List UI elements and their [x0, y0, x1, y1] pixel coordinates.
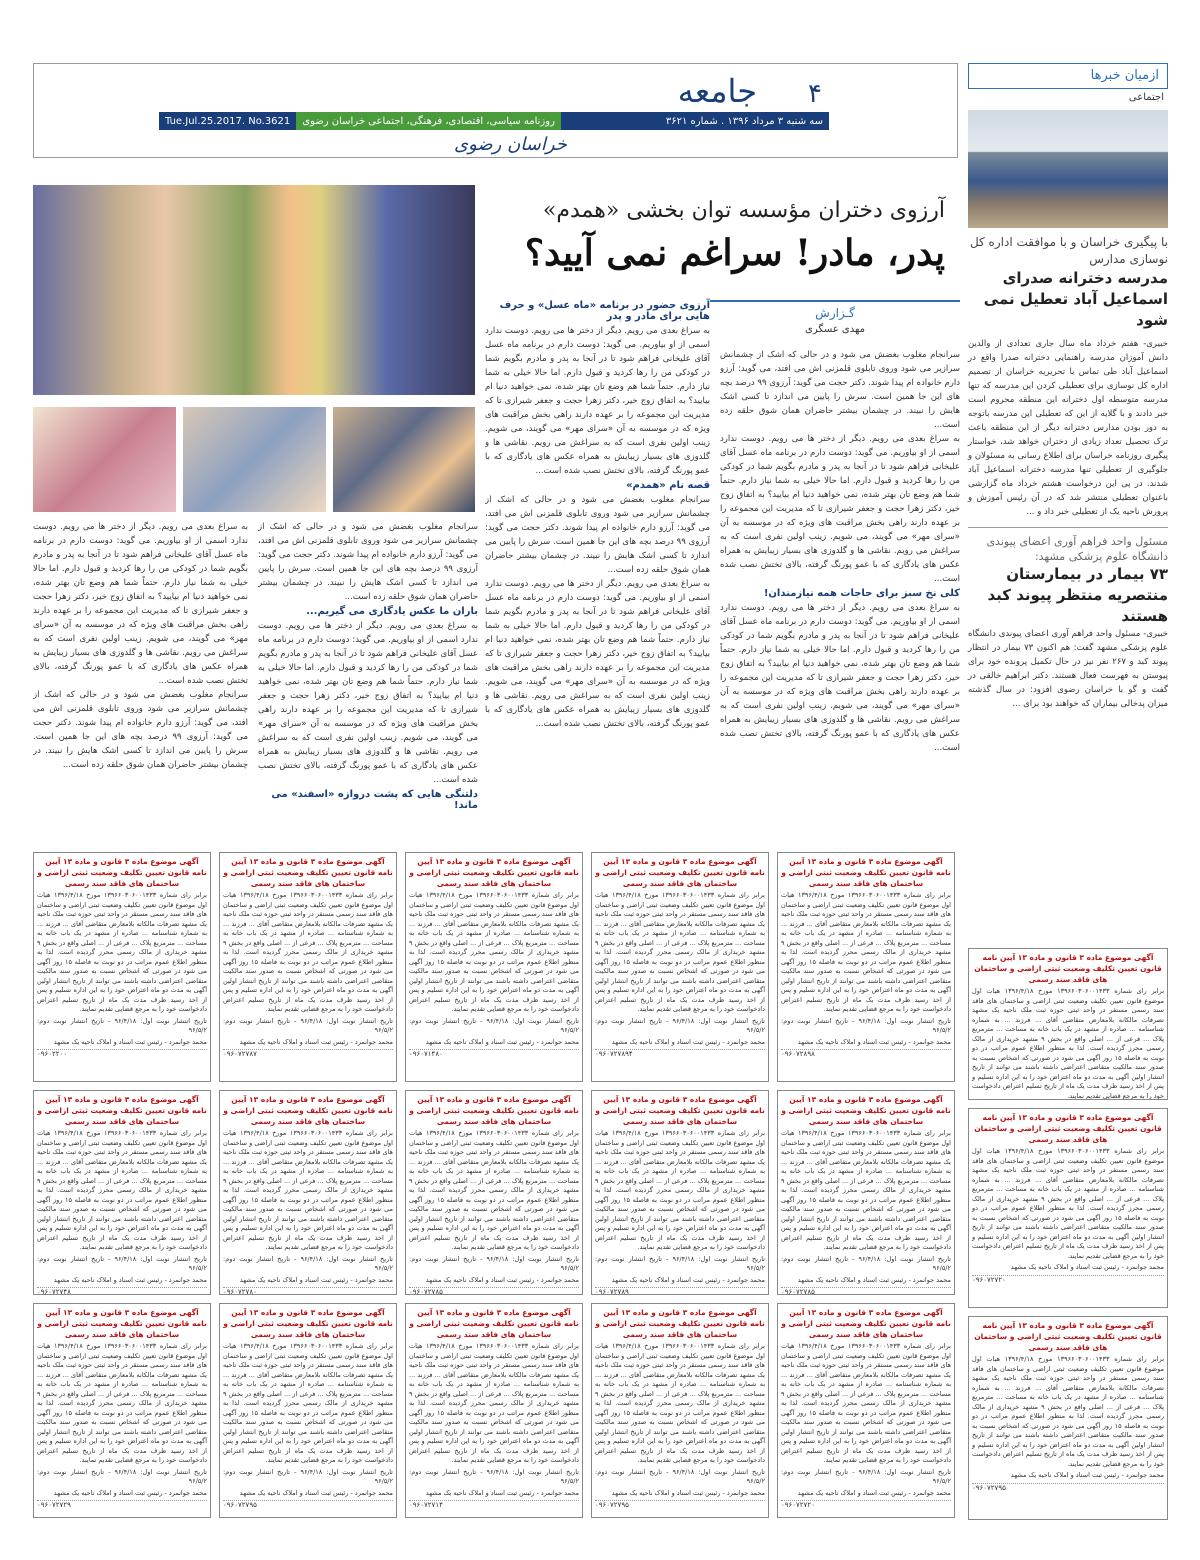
- legal-ad: [219, 1303, 397, 1518]
- subhead: آرزوی حضور در برنامه «ماه عسل» و حرف هایی برای مادر و پدر: [499, 300, 710, 322]
- legal-ad: [219, 1090, 397, 1295]
- ad-body: برابر رای شماره ۱۳۹۶۶۰۳۰۶۰۰۱۴۳۳ مورخ ۱۳۹۶/۴/۱۸ هیات اول موضوع قانون تعیین تکلیف وضعیت ثبتی اراضی و ساختمان های فاقد سند رسمی مستقر در واحد ثبتی حوزه ثبت ملک ناحیه یک مشهد تصرفات مالکانه بلامعارض متقاضی آقای ... فرزند ... به شماره شناسنامه ... صادره از مشهد در یک باب خانه به مساحت ... مترمربع پلاک ... فرعی از ... اصلی واقع در بخش ۹ مشهد خریداری از مالک رسمی محرز گردیده است. لذا به منظور اطلاع عموم مراتب در دو نوبت به فاصله ۱۵ روز آگهی می شود در صورتی که اشخاص نسبت به صدور سند مالکیت متقاضی اعتراضی داشته باشند می توانند از تاریخ انتشار اولین آگهی به مدت دو ماه اعتراض خود را به این اداره تسلیم و پس از اخذ رسید ظرف مدت یک ماه از تاریخ تسلیم اعتراض دادخواست خود را به مرجع قضایی تقدیم نمایند.: [37, 1342, 207, 1464]
- ad-code: ۰۹۶۰۷۲۷۹۵: [223, 1500, 393, 1509]
- ad-dates: تاریخ انتشار نوبت اول: ۹۶/۴/۱۸ - تاریخ انتشار نوبت دوم: ۹۶/۵/۲: [409, 1254, 579, 1272]
- article-text: به سراغ بعدی می رویم. دیگر از دختر ها می رویم. دوست ندارد اسمی از او بیاوریم. می گوید: دوست دارم در برنامه ماه عسل آقای علیخانی فراهم شود تا در آنجا به پدر و مادرم بگویم شما در کودکی من را رها کردید و قبول دارم. اما حالا خیلی به شما نیاز دارم. حتماً شما هم وضع تان بهتر شده، نمی خواهید دنیا ام بیایید؟ به اتفاق زوج خیر، دکتر زهرا حجت و جعفر شیرازی تا که مدیریت این مجموعه را بر عهده دارند راهی بخش مراقبت های ویژه که در موسسه به آن «سرای مهر» می گویند، می شویم. زینب اولین نفری است که به سراغش می رویم. نقاشی ها و گلدوزی های بسیار زیبایش به همراه عکس های یادگاری که با عمو پورنگ گرفته، بالای تختش نصب شده است...: [33, 522, 248, 686]
- ad-signer: محمد جوانمرد - رئیس ثبت اسناد و املاک ناحیه یک مشهد: [53, 1037, 207, 1046]
- legal-ad: [777, 1303, 955, 1518]
- page-header: [33, 63, 958, 158]
- ad-signer: محمد جوانمرد - رئیس ثبت اسناد و املاک ناحیه یک مشهد: [425, 1488, 579, 1497]
- legal-ad: [219, 852, 397, 1082]
- ad-body: برابر رای شماره ۱۳۹۶۶۰۳۰۶۰۰۱۴۳۳ مورخ ۱۳۹۶/۴/۱۸ هیات اول موضوع قانون تعیین تکلیف وضعیت ثبتی اراضی و ساختمان های فاقد سند رسمی مستقر در واحد ثبتی حوزه ثبت ملک ناحیه یک مشهد تصرفات مالکانه بلامعارض متقاضی آقای ... فرزند ... به شماره شناسنامه ... صادره از مشهد در یک باب خانه به مساحت ... مترمربع پلاک ... فرعی از ... اصلی واقع در بخش ۹ مشهد خریداری از مالک رسمی محرز گردیده است. لذا به منظور اطلاع عموم مراتب در دو نوبت به فاصله ۱۵ روز آگهی می شود در صورتی که اشخاص نسبت به صدور سند مالکیت متقاضی اعتراضی داشته باشند می توانند از تاریخ انتشار اولین آگهی به مدت دو ماه اعتراض خود را به این اداره تسلیم و پس از اخذ رسید ظرف مدت یک ماه از تاریخ تسلیم اعتراض دادخواست خود را به مرجع قضایی تقدیم نمایند.: [595, 1129, 765, 1251]
- ad-code: ۰۹۶۰۷۲۷۲۰: [781, 1500, 951, 1509]
- legal-ad: [405, 1090, 583, 1295]
- ad-heading: آگهی موضوع ماده ۳ قانون و ماده ۱۳ آیین نامه قانون تعیین تکلیف وضعیت ثبتی اراضی و ساختمان های فاقد سند رسمی: [409, 1095, 579, 1126]
- ad-heading: آگهی موضوع ماده ۳ قانون و ماده ۱۳ آیین نامه قانون تعیین تکلیف وضعیت ثبتی اراضی و ساختمان های فاقد سند رسمی: [223, 857, 393, 888]
- thumb-photo: [33, 407, 176, 512]
- legal-ad: [968, 948, 1168, 1100]
- ad-body: برابر رای شماره ۱۳۹۶۶۰۳۰۶۰۰۱۴۳۳ مورخ ۱۳۹۶/۴/۱۸ هیات اول موضوع قانون تعیین تکلیف وضعیت ثبتی اراضی و ساختمان های فاقد سند رسمی مستقر در واحد ثبتی حوزه ثبت ملک ناحیه یک مشهد تصرفات مالکانه بلامعارض متقاضی آقای ... فرزند ... به شماره شناسنامه ... صادره از مشهد در یک باب خانه به مساحت ... مترمربع پلاک ... فرعی از ... اصلی واقع در بخش ۹ مشهد خریداری از مالک رسمی محرز گردیده است. لذا به منظور اطلاع عموم مراتب در دو نوبت به فاصله ۱۵ روز آگهی می شود در صورتی که اشخاص نسبت به صدور سند مالکیت متقاضی اعتراضی داشته باشند می توانند از تاریخ انتشار اولین آگهی به مدت دو ماه اعتراض خود را به این اداره تسلیم و پس از اخذ رسید ظرف مدت یک ماه از تاریخ تسلیم اعتراض دادخواست خود را به مرجع قضایی تقدیم نمایند.: [37, 891, 207, 1013]
- ad-body: برابر رای شماره ۱۳۹۶۶۰۳۰۶۰۰۱۴۳۳ مورخ ۱۳۹۶/۴/۱۸ هیات اول موضوع قانون تعیین تکلیف وضعیت ثبتی اراضی و ساختمان های فاقد سند رسمی مستقر در واحد ثبتی حوزه ثبت ملک ناحیه یک مشهد تصرفات مالکانه بلامعارض متقاضی آقای ... فرزند ... به شماره شناسنامه ... صادره از مشهد در یک باب خانه به مساحت ... مترمربع پلاک ... فرعی از ... اصلی واقع در بخش ۹ مشهد خریداری از مالک رسمی محرز گردیده است. لذا به منظور اطلاع عموم مراتب در دو نوبت به فاصله ۱۵ روز آگهی می شود در صورتی که اشخاص نسبت به صدور سند مالکیت متقاضی اعتراضی داشته باشند می توانند از تاریخ انتشار اولین آگهی به مدت دو ماه اعتراض خود را به این اداره تسلیم و پس از اخذ رسید ظرف مدت یک ماه از تاریخ تسلیم اعتراض دادخواست خود را به مرجع قضایی تقدیم نمایند.: [781, 1342, 951, 1464]
- subhead: دلتنگی هایی که پشت دروازه «اسفند» می ماند!: [271, 789, 478, 811]
- page-number: ۴: [808, 79, 822, 109]
- ad-heading: آگهی موضوع ماده ۳ قانون و ماده ۱۳ آیین نامه قانون تعیین تکلیف وضعیت ثبتی اراضی و ساختمان های فاقد سند رسمی: [409, 857, 579, 888]
- article-kicker: آرزوی دختران مؤسسه توان بخشی «همدم»: [542, 198, 945, 223]
- news1-title: مدرسه دخترانه صدرای اسماعیل آباد تعطیل نمی شود: [983, 268, 1168, 329]
- article-text: سرانجام مغلوب بغضش می شود و در حالی که اشک از چشمانش سرازیر می شود وروی تابلوی قلمزنی اش می افتد، می گوید: آرزو دارم خانواده ام پیدا شوند. دکتر حجت می گوید: آرزوی ۹۹ درصد بچه های این جا همین است. سرش را پایین می اندازد تا کسی اشک هایش را نبیند. در چشمان بیشتر حاضران همان شوق حلقه زده است...: [485, 495, 710, 575]
- ad-signer: محمد جوانمرد - رئیس ثبت اسناد و املاک ناحیه یک مشهد: [239, 1037, 393, 1046]
- ad-body: برابر رای شماره ۱۳۹۶۶۰۳۰۶۰۰۱۴۳۳ مورخ ۱۳۹۶/۴/۱۸ هیات اول موضوع قانون تعیین تکلیف وضعیت ثبتی اراضی و ساختمان های فاقد سند رسمی مستقر در واحد ثبتی حوزه ثبت ملک ناحیه یک مشهد تصرفات مالکانه بلامعارض متقاضی آقای ... فرزند ... به شماره شناسنامه ... صادره از مشهد در یک باب خانه به مساحت ... مترمربع پلاک ... فرعی از ... اصلی واقع در بخش ۹ مشهد خریداری از مالک رسمی محرز گردیده است. لذا به منظور اطلاع عموم مراتب در دو نوبت به فاصله ۱۵ روز آگهی می شود در صورتی که اشخاص نسبت به صدور سند مالکیت متقاضی اعتراضی داشته باشند می توانند از تاریخ انتشار اولین آگهی به مدت دو ماه اعتراض خود را به این اداره تسلیم و پس از اخذ رسید ظرف مدت یک ماه از تاریخ تسلیم اعتراض دادخواست خود را به مرجع قضایی تقدیم نمایند.: [595, 1342, 765, 1464]
- ad-dates: تاریخ انتشار نوبت اول: ۹۶/۴/۱۸ - تاریخ انتشار نوبت دوم: ۹۶/۵/۲: [781, 1254, 951, 1272]
- sidebar: [968, 63, 1168, 711]
- article-text: به سراغ بعدی می رویم. دیگر از دختر ها می رویم. دوست ندارد اسمی از او بیاوریم. می گوید: دوست دارم در برنامه ماه عسل آقای علیخانی فراهم شود تا در آنجا به پدر و مادرم بگویم شما در کودکی من را رها کردید و قبول دارم. اما حالا خیلی به شما نیاز دارم. حتماً شما هم وضع تان بهتر شده، نمی خواهید دنیا ام بیایید؟ به اتفاق زوج خیر، دکتر زهرا حجت و جعفر شیرازی تا که مدیریت این مجموعه را بر عهده دارند راهی بخش مراقبت های ویژه که در موسسه به آن «سرای مهر» می گویند، می شویم. زینب اولین نفری است که به سراغش می رویم. نقاشی ها و گلدوزی های بسیار زیبایش به همراه عکس های یادگاری که با عمو پورنگ گرفته، بالای تختش نصب شده است...: [485, 326, 710, 476]
- ad-code: ۰۹۶۰۷۱۴۸۰: [409, 1049, 579, 1058]
- ad-code: ۰۹۶۰۷۲۷۸۵: [409, 1287, 579, 1295]
- report-label: گـزارش: [815, 306, 855, 320]
- ad-heading: آگهی موضوع ماده ۳ قانون و ماده ۱۳ آیین نامه قانون تعیین تکلیف وضعیت ثبتی اراضی و ساختمان های فاقد سند رسمی: [974, 953, 1162, 984]
- article-col-4: [33, 520, 248, 848]
- ad-heading: آگهی موضوع ماده ۳ قانون و ماده ۱۳ آیین نامه قانون تعیین تکلیف وضعیت ثبتی اراضی و ساختمان های فاقد سند رسمی: [409, 1308, 579, 1339]
- date-en: Tue.Jul.25.2017. No.3621: [165, 115, 291, 127]
- article-intro: سرانجام مغلوب بغضش می شود و در حالی که اشک از چشمانش سرازیر می شود وروی تابلوی قلمزنی اش می افتد، می گوید: آرزو دارم خانواده ام پیدا شوند. دکتر حجت می گوید: آرزوی ۹۹ درصد بچه های این جا همین است. سرش را پایین می اندازد تا کسی اشک هایش را نبیند. در چشمان بیشتر حاضران همان شوق حلقه زده است...: [720, 350, 960, 430]
- ad-code: ۰۹۶۰۷۲۷۸۹: [595, 1287, 765, 1295]
- ad-heading: آگهی موضوع ماده ۳ قانون و ماده ۱۳ آیین نامه قانون تعیین تکلیف وضعیت ثبتی اراضی و ساختمان های فاقد سند رسمی: [974, 1321, 1162, 1352]
- ad-dates: تاریخ انتشار نوبت اول: ۹۶/۴/۱۸ - تاریخ انتشار نوبت دوم: ۹۶/۵/۲: [37, 1467, 207, 1485]
- article-text: به سراغ بعدی می رویم. دیگر از دختر ها می رویم. دوست ندارد اسمی از او بیاوریم. می گوید: دوست دارم در برنامه ماه عسل آقای علیخانی فراهم شود تا در آنجا به پدر و مادرم بگویم شما در کودکی من را رها کردید و قبول دارم. اما حالا خیلی به شما نیاز دارم. حتماً شما هم وضع تان بهتر شده، نمی خواهید دنیا ام بیایید؟ به اتفاق زوج خیر، دکتر زهرا حجت و جعفر شیرازی تا که مدیریت این مجموعه را بر عهده دارند راهی بخش مراقبت های ویژه که در موسسه به آن «سرای مهر» می گویند، می شویم. زینب اولین نفری است که به سراغش می رویم. نقاشی ها و گلدوزی های بسیار زیبایش به همراه عکس های یادگاری که با عمو پورنگ گرفته، بالای تختش نصب شده است...: [720, 603, 960, 753]
- ad-code: ۰۹۶۰۷۲۷۲۰: [972, 1275, 1164, 1284]
- ad-code: ۰۹۶۰۷۲۷۸۰: [223, 1287, 393, 1295]
- ad-signer: محمد جوانمرد - رئیس ثبت اسناد و املاک ناحیه یک مشهد: [611, 1488, 765, 1497]
- ad-body: برابر رای شماره ۱۳۹۶۶۰۳۰۶۰۰۱۴۳۳ مورخ ۱۳۹۶/۴/۱۸ هیات اول موضوع قانون تعیین تکلیف وضعیت ثبتی اراضی و ساختمان های فاقد سند رسمی مستقر در واحد ثبتی حوزه ثبت ملک ناحیه یک مشهد تصرفات مالکانه بلامعارض متقاضی آقای ... فرزند ... به شماره شناسنامه ... صادره از مشهد در یک باب خانه به مساحت ... مترمربع پلاک ... فرعی از ... اصلی واقع در بخش ۹ مشهد خریداری از مالک رسمی محرز گردیده است. لذا به منظور اطلاع عموم مراتب در دو نوبت به فاصله ۱۵ روز آگهی می شود در صورتی که اشخاص نسبت به صدور سند مالکیت متقاضی اعتراضی داشته باشند می توانند از تاریخ انتشار اولین آگهی به مدت دو ماه اعتراض خود را به این اداره تسلیم و پس از اخذ رسید ظرف مدت یک ماه از تاریخ تسلیم اعتراض دادخواست خود را به مرجع قضایی تقدیم نمایند.: [781, 1129, 951, 1251]
- author: مهدی عسگری: [805, 324, 865, 335]
- news2-body: خبیری- مسئول واحد فراهم آوری اعضای پیوندی دانشگاه علوم پزشکی مشهد گفت: هم اکنون ۷۳ بیمار در انتظار پیوند کبد و ۲۶۷ نفر نیز در حال تکمیل پرونده خود برای پیوستن به فهرست فعال هستند. دکتر ابراهیم خالقی در گفت و گو با خراسان رضوی افزود: در سال گذشته میزان پدخالی بیماران که خواهند بود برای ...: [968, 629, 1169, 710]
- school-photo: [968, 110, 1168, 228]
- ad-dates: تاریخ انتشار نوبت اول: ۹۶/۴/۱۸ - تاریخ انتشار نوبت دوم: ۹۶/۵/۲: [409, 1467, 579, 1485]
- legal-ad: [968, 1316, 1168, 1520]
- ad-body: برابر رای شماره ۱۳۹۶۶۰۳۰۶۰۰۱۴۳۳ مورخ ۱۳۹۶/۴/۱۸ هیات اول موضوع قانون تعیین تکلیف وضعیت ثبتی اراضی و ساختمان های فاقد سند رسمی مستقر در واحد ثبتی حوزه ثبت ملک ناحیه یک مشهد تصرفات مالکانه بلامعارض متقاضی آقای ... فرزند ... به شماره شناسنامه ... صادره از مشهد در یک باب خانه به مساحت ... مترمربع پلاک ... فرعی از ... اصلی واقع در بخش ۹ مشهد خریداری از مالک رسمی محرز گردیده است. لذا به منظور اطلاع عموم مراتب در دو نوبت به فاصله ۱۵ روز آگهی می شود در صورتی که اشخاص نسبت به صدور سند مالکیت متقاضی اعتراضی داشته باشند می توانند از تاریخ انتشار اولین آگهی به مدت دو ماه اعتراض خود را به این اداره تسلیم و پس از اخذ رسید ظرف مدت یک ماه از تاریخ تسلیم اعتراض دادخواست خود را به مرجع قضایی تقدیم نمایند.: [223, 1129, 393, 1251]
- subhead: کلی نخ سبز برای حاجات همه نیازمندان!: [763, 588, 960, 599]
- ad-heading: آگهی موضوع ماده ۳ قانون و ماده ۱۳ آیین نامه قانون تعیین تکلیف وضعیت ثبتی اراضی و ساختمان های فاقد سند رسمی: [781, 1095, 951, 1126]
- ad-body: برابر رای شماره ۱۳۹۶۶۰۳۰۶۰۰۱۴۳۳ مورخ ۱۳۹۶/۴/۱۸ هیات اول موضوع قانون تعیین تکلیف وضعیت ثبتی اراضی و ساختمان های فاقد سند رسمی مستقر در واحد ثبتی حوزه ثبت ملک ناحیه یک مشهد تصرفات مالکانه بلامعارض متقاضی آقای ... فرزند ... به شماره شناسنامه ... صادره از مشهد در یک باب خانه به مساحت ... مترمربع پلاک ... فرعی از ... اصلی واقع در بخش ۹ مشهد خریداری از مالک رسمی محرز گردیده است. لذا به منظور اطلاع عموم مراتب در دو نوبت به فاصله ۱۵ روز آگهی می شود در صورتی که اشخاص نسبت به صدور سند مالکیت متقاضی اعتراضی داشته باشند می توانند از تاریخ انتشار اولین آگهی به مدت دو ماه اعتراض خود را به این اداره تسلیم و پس از اخذ رسید ظرف مدت یک ماه از تاریخ تسلیم اعتراض دادخواست خود را به مرجع قضایی تقدیم نمایند.: [595, 891, 765, 1013]
- ad-body: برابر رای شماره ۱۳۹۶۶۰۳۰۶۰۰۱۴۳۳ مورخ ۱۳۹۶/۴/۱۸ هیات اول موضوع قانون تعیین تکلیف وضعیت ثبتی اراضی و ساختمان های فاقد سند رسمی مستقر در واحد ثبتی حوزه ثبت ملک ناحیه یک مشهد تصرفات مالکانه بلامعارض متقاضی آقای ... فرزند ... به شماره شناسنامه ... صادره از مشهد در یک باب خانه به مساحت ... مترمربع پلاک ... فرعی از ... اصلی واقع در بخش ۹ مشهد خریداری از مالک رسمی محرز گردیده است. لذا به منظور اطلاع عموم مراتب در دو نوبت به فاصله ۱۵ روز آگهی می شود در صورتی که اشخاص نسبت به صدور سند مالکیت متقاضی اعتراضی داشته باشند می توانند از تاریخ انتشار اولین آگهی به مدت دو ماه اعتراض خود را به این اداره تسلیم و پس از اخذ رسید ظرف مدت یک ماه از تاریخ تسلیم اعتراض دادخواست خود را به مرجع قضایی تقدیم نمایند.: [409, 1129, 579, 1251]
- ad-signer: محمد جوانمرد - رئیس ثبت اسناد و املاک ناحیه یک مشهد: [1010, 1263, 1164, 1271]
- news1-body: خبیری- هفتم خرداد ماه سال جاری تعدادی از والدین دانش آموزان مدرسه راهنمایی دخترانه صدرا واقع در اسماعیل آباد طی تماس با تحریریه خراسان از تصمیم اداره کل نوسازی برای تعطیلی کردن این مدرسه که تنها مدرسه متوسطه اول دخترانه این منطقه محروم است خبر دادند و با گلایه از این که تعطیلی این مدرسه باتوجه به دور بودن مدارس دخترانه دیگر از این منطقه باعث ترک تحصیل تعداد زیادی از دختران خواهد شد، خواستار پیگیری روزنامه خراسان برای اطلاع رسانی به مسئولان و جلوگیری از تعطیلی تنها مدرسه دخترانه اسماعیل آباد شدند. در پی این درخواست هشتم خرداد ماه گزارشی باعنوان تعطیلی منتشر شد که در آن رئیس آموزش و پرورش ناحیه یک از تعطیلی خبر داد و ...: [968, 338, 1168, 517]
- article-text: سرانجام مغلوب بغضش می شود و در حالی که اشک از چشمانش سرازیر می شود وروی تابلوی قلمزنی اش می افتد، می گوید: آرزو دارم خانواده ام پیدا شوند. دکتر حجت می گوید: آرزوی ۹۹ درصد بچه های این جا همین است. سرش را پایین می اندازد تا کسی اشک هایش را نبیند. در چشمان بیشتر حاضران همان شوق حلقه زده است...: [33, 690, 248, 770]
- ad-dates: تاریخ انتشار نوبت اول: ۹۶/۴/۱۸ - تاریخ انتشار نوبت دوم: ۹۶/۵/۲: [595, 1254, 765, 1272]
- legal-ad: [33, 1303, 211, 1518]
- ad-heading: آگهی موضوع ماده ۳ قانون و ماده ۱۳ آیین نامه قانون تعیین تکلیف وضعیت ثبتی اراضی و ساختمان های فاقد سند رسمی: [781, 857, 951, 888]
- ad-dates: تاریخ انتشار نوبت اول: ۹۶/۴/۱۸ - تاریخ انتشار نوبت دوم: ۹۶/۵/۲: [595, 1016, 765, 1034]
- ad-signer: محمد جوانمرد - رئیس ثبت اسناد و املاک ناحیه یک مشهد: [425, 1037, 579, 1046]
- legal-ad: [33, 852, 211, 1082]
- ad-heading: آگهی موضوع ماده ۳ قانون و ماده ۱۳ آیین نامه قانون تعیین تکلیف وضعیت ثبتی اراضی و ساختمان های فاقد سند رسمی: [974, 1113, 1162, 1144]
- article-col-3: [258, 520, 478, 848]
- ad-dates: تاریخ انتشار نوبت اول: ۹۶/۴/۱۸ - تاریخ انتشار نوبت دوم: ۹۶/۵/۲: [223, 1254, 393, 1272]
- sidebar-tag: ازمیان خبرها: [968, 63, 1168, 89]
- thumb-photo: [183, 407, 326, 512]
- ad-body: برابر رای شماره ۱۳۹۶۶۰۳۰۶۰۰۱۴۳۳ مورخ ۱۳۹۶/۴/۱۸ هیات اول موضوع قانون تعیین تکلیف وضعیت ثبتی اراضی و ساختمان های فاقد سند رسمی مستقر در واحد ثبتی حوزه ثبت ملک ناحیه یک مشهد تصرفات مالکانه بلامعارض متقاضی آقای ... فرزند ... به شماره شناسنامه ... صادره از مشهد در یک باب خانه به مساحت ... مترمربع پلاک ... فرعی از ... اصلی واقع در بخش ۹ مشهد خریداری از مالک رسمی محرز گردیده است. لذا به منظور اطلاع عموم مراتب در دو نوبت به فاصله ۱۵ روز آگهی می شود در صورتی که اشخاص نسبت به صدور سند مالکیت متقاضی اعتراضی داشته باشند می توانند از تاریخ انتشار اولین آگهی به مدت دو ماه اعتراض خود را به این اداره تسلیم و پس از اخذ رسید ظرف مدت یک ماه از تاریخ تسلیم اعتراض دادخواست خود را به مرجع قضایی تقدیم نمایند.: [972, 1147, 1165, 1260]
- article-text: به سراغ بعدی می رویم. دیگر از دختر ها می رویم. دوست ندارد اسمی از او بیاوریم. می گوید: دوست دارم در برنامه ماه عسل آقای علیخانی فراهم شود تا در آنجا به پدر و مادرم بگویم شما در کودکی من را رها کردید و قبول دارم. اما حالا خیلی به شما نیاز دارم. حتماً شما هم وضع تان بهتر شده، نمی خواهید دنیا ام بیایید؟ به اتفاق زوج خیر، دکتر زهرا حجت و جعفر شیرازی تا که مدیریت این مجموعه را بر عهده دارند راهی بخش مراقبت های ویژه که در موسسه به آن «سرای مهر» می گویند، می شویم. زینب اولین نفری است که به سراغش می رویم. نقاشی ها و گلدوزی های بسیار زیبایش به همراه عکس های یادگاری که با عمو پورنگ گرفته، بالای تختش نصب شده است...: [258, 621, 478, 785]
- ad-heading: آگهی موضوع ماده ۳ قانون و ماده ۱۳ آیین نامه قانون تعیین تکلیف وضعیت ثبتی اراضی و ساختمان های فاقد سند رسمی: [223, 1308, 393, 1339]
- sidebar-subtag: اجتماعی: [1128, 92, 1164, 103]
- ad-body: برابر رای شماره ۱۳۹۶۶۰۳۰۶۰۰۱۴۳۳ مورخ ۱۳۹۶/۴/۱۸ هیات اول موضوع قانون تعیین تکلیف وضعیت ثبتی اراضی و ساختمان های فاقد سند رسمی مستقر در واحد ثبتی حوزه ثبت ملک ناحیه یک مشهد تصرفات مالکانه بلامعارض متقاضی آقای ... فرزند ... به شماره شناسنامه ... صادره از مشهد در یک باب خانه به مساحت ... مترمربع پلاک ... فرعی از ... اصلی واقع در بخش ۹ مشهد خریداری از مالک رسمی محرز گردیده است. لذا به منظور اطلاع عموم مراتب در دو نوبت به فاصله ۱۵ روز آگهی می شود در صورتی که اشخاص نسبت به صدور سند مالکیت متقاضی اعتراضی داشته باشند می توانند از تاریخ انتشار اولین آگهی به مدت دو ماه اعتراض خود را به این اداره تسلیم و پس از اخذ رسید ظرف مدت یک ماه از تاریخ تسلیم اعتراض دادخواست خود را به مرجع قضایی تقدیم نمایند.: [972, 1355, 1165, 1468]
- ad-dates: تاریخ انتشار نوبت اول: ۹۶/۴/۱۸ - تاریخ انتشار نوبت دوم: ۹۶/۵/۲: [595, 1467, 765, 1485]
- ad-body: برابر رای شماره ۱۳۹۶۶۰۳۰۶۰۰۱۴۳۳ مورخ ۱۳۹۶/۴/۱۸ هیات اول موضوع قانون تعیین تکلیف وضعیت ثبتی اراضی و ساختمان های فاقد سند رسمی مستقر در واحد ثبتی حوزه ثبت ملک ناحیه یک مشهد تصرفات مالکانه بلامعارض متقاضی آقای ... فرزند ... به شماره شناسنامه ... صادره از مشهد در یک باب خانه به مساحت ... مترمربع پلاک ... فرعی از ... اصلی واقع در بخش ۹ مشهد خریداری از مالک رسمی محرز گردیده است. لذا به منظور اطلاع عموم مراتب در دو نوبت به فاصله ۱۵ روز آگهی می شود در صورتی که اشخاص نسبت به صدور سند مالکیت متقاضی اعتراضی داشته باشند می توانند از تاریخ انتشار اولین آگهی به مدت دو ماه اعتراض خود را به این اداره تسلیم و پس از اخذ رسید ظرف مدت یک ماه از تاریخ تسلیم اعتراض دادخواست خود را به مرجع قضایی تقدیم نمایند.: [223, 1342, 393, 1464]
- ad-code: ۰۹۶۰۲۲۰۰: [37, 1049, 207, 1058]
- news2-title: ۷۳ بیمار در بیمارستان منتصریه منتظر پیوند کبد هستند: [987, 565, 1168, 626]
- ad-code: ۰۹۶۰۷۲۷۴۸: [37, 1287, 207, 1295]
- report-byline: [710, 300, 960, 345]
- ad-heading: آگهی موضوع ماده ۳ قانون و ماده ۱۳ آیین نامه قانون تعیین تکلیف وضعیت ثبتی اراضی و ساختمان های فاقد سند رسمی: [595, 1308, 765, 1339]
- subhead: قصه نام «همدم»: [626, 480, 710, 491]
- subhead: باران ما عکس یادگاری می گیریم...: [306, 606, 478, 617]
- photo-strip: [33, 407, 475, 512]
- ad-code: ۰۹۶۰۷۲۷۹۵: [972, 1483, 1164, 1492]
- ad-heading: آگهی موضوع ماده ۳ قانون و ماده ۱۳ آیین نامه قانون تعیین تکلیف وضعیت ثبتی اراضی و ساختمان های فاقد سند رسمی: [37, 857, 207, 888]
- ad-code: ۰۹۶۰۷۲۸۹۸: [781, 1049, 951, 1058]
- ad-dates: تاریخ انتشار نوبت اول: ۹۶/۴/۱۸ - تاریخ انتشار نوبت دوم: ۹۶/۵/۲: [37, 1016, 207, 1034]
- date-issue: سه شنبه ۳ مرداد ۱۳۹۶ . شماره ۳۶۲۱: [665, 115, 823, 127]
- legal-ad: [591, 852, 769, 1082]
- ad-heading: آگهی موضوع ماده ۳ قانون و ماده ۱۳ آیین نامه قانون تعیین تکلیف وضعیت ثبتی اراضی و ساختمان های فاقد سند رسمی: [37, 1308, 207, 1339]
- paper-logo: خراسان رضوی: [454, 134, 567, 155]
- ad-signer: محمد جوانمرد - رئیس ثبت اسناد و املاک ناحیه یک مشهد: [425, 1275, 579, 1284]
- ad-body: برابر رای شماره ۱۳۹۶۶۰۳۰۶۰۰۱۴۳۳ مورخ ۱۳۹۶/۴/۱۸ هیات اول موضوع قانون تعیین تکلیف وضعیت ثبتی اراضی و ساختمان های فاقد سند رسمی مستقر در واحد ثبتی حوزه ثبت ملک ناحیه یک مشهد تصرفات مالکانه بلامعارض متقاضی آقای ... فرزند ... به شماره شناسنامه ... صادره از مشهد در یک باب خانه به مساحت ... مترمربع پلاک ... فرعی از ... اصلی واقع در بخش ۹ مشهد خریداری از مالک رسمی محرز گردیده است. لذا به منظور اطلاع عموم مراتب در دو نوبت به فاصله ۱۵ روز آگهی می شود در صورتی که اشخاص نسبت به صدور سند مالکیت متقاضی اعتراضی داشته باشند می توانند از تاریخ انتشار اولین آگهی به مدت دو ماه اعتراض خود را به این اداره تسلیم و پس از اخذ رسید ظرف مدت یک ماه از تاریخ تسلیم اعتراض دادخواست خود را به مرجع قضایی تقدیم نمایند.: [781, 891, 951, 1013]
- legal-ad: [405, 1303, 583, 1518]
- ad-dates: تاریخ انتشار نوبت اول: ۹۶/۴/۱۸ - تاریخ انتشار نوبت دوم: ۹۶/۵/۲: [409, 1016, 579, 1034]
- legal-ad: [777, 852, 955, 1082]
- legal-ad: [968, 1108, 1168, 1308]
- ad-heading: آگهی موضوع ماده ۳ قانون و ماده ۱۳ آیین نامه قانون تعیین تکلیف وضعیت ثبتی اراضی و ساختمان های فاقد سند رسمی: [223, 1095, 393, 1126]
- thumb-photo: [333, 407, 475, 512]
- news2-kicker: مسئول واحد فراهم آوری اعضای پیوندی دانشگاه علوم پزشکی مشهد:: [986, 534, 1168, 563]
- legal-ad: [405, 852, 583, 1082]
- ad-signer: محمد جوانمرد - رئیس ثبت اسناد و املاک ناحیه یک مشهد: [611, 1037, 765, 1046]
- ad-signer: محمد جوانمرد - رئیس ثبت اسناد و املاک ناحیه یک مشهد: [53, 1275, 207, 1284]
- ad-code: ۰۹۶۰۷۲۷۱۴: [409, 1500, 579, 1509]
- ad-signer: محمد جوانمرد - رئیس ثبت اسناد و املاک ناحیه یک مشهد: [1010, 1471, 1164, 1479]
- header-bar: [159, 112, 829, 130]
- ad-body: برابر رای شماره ۱۳۹۶۶۰۳۰۶۰۰۱۴۳۳ مورخ ۱۳۹۶/۴/۱۸ هیات اول موضوع قانون تعیین تکلیف وضعیت ثبتی اراضی و ساختمان های فاقد سند رسمی مستقر در واحد ثبتی حوزه ثبت ملک ناحیه یک مشهد تصرفات مالکانه بلامعارض متقاضی آقای ... فرزند ... به شماره شناسنامه ... صادره از مشهد در یک باب خانه به مساحت ... مترمربع پلاک ... فرعی از ... اصلی واقع در بخش ۹ مشهد خریداری از مالک رسمی محرز گردیده است. لذا به منظور اطلاع عموم مراتب در دو نوبت به فاصله ۱۵ روز آگهی می شود در صورتی که اشخاص نسبت به صدور سند مالکیت متقاضی اعتراضی داشته باشند می توانند از تاریخ انتشار اولین آگهی به مدت دو ماه اعتراض خود را به این اداره تسلیم و پس از اخذ رسید ظرف مدت یک ماه از تاریخ تسلیم اعتراض دادخواست خود را به مرجع قضایی تقدیم نمایند.: [37, 1129, 207, 1251]
- ad-body: برابر رای شماره ۱۳۹۶۶۰۳۰۶۰۰۱۴۳۳ مورخ ۱۳۹۶/۴/۱۸ هیات اول موضوع قانون تعیین تکلیف وضعیت ثبتی اراضی و ساختمان های فاقد سند رسمی مستقر در واحد ثبتی حوزه ثبت ملک ناحیه یک مشهد تصرفات مالکانه بلامعارض متقاضی آقای ... فرزند ... به شماره شناسنامه ... صادره از مشهد در یک باب خانه به مساحت ... مترمربع پلاک ... فرعی از ... اصلی واقع در بخش ۹ مشهد خریداری از مالک رسمی محرز گردیده است. لذا به منظور اطلاع عموم مراتب در دو نوبت به فاصله ۱۵ روز آگهی می شود در صورتی که اشخاص نسبت به صدور سند مالکیت متقاضی اعتراضی داشته باشند می توانند از تاریخ انتشار اولین آگهی به مدت دو ماه اعتراض خود را به این اداره تسلیم و پس از اخذ رسید ظرف مدت یک ماه از تاریخ تسلیم اعتراض دادخواست خود را به مرجع قضایی تقدیم نمایند.: [409, 1342, 579, 1464]
- ad-signer: محمد جوانمرد - رئیس ثبت اسناد و املاک ناحیه یک مشهد: [797, 1037, 951, 1046]
- article-col-2: [485, 298, 710, 848]
- ad-heading: آگهی موضوع ماده ۳ قانون و ماده ۱۳ آیین نامه قانون تعیین تکلیف وضعیت ثبتی اراضی و ساختمان های فاقد سند رسمی: [595, 1095, 765, 1126]
- ad-body: برابر رای شماره ۱۳۹۶۶۰۳۰۶۰۰۱۴۳۳ مورخ ۱۳۹۶/۴/۱۸ هیات اول موضوع قانون تعیین تکلیف وضعیت ثبتی اراضی و ساختمان های فاقد سند رسمی مستقر در واحد ثبتی حوزه ثبت ملک ناحیه یک مشهد تصرفات مالکانه بلامعارض متقاضی آقای ... فرزند ... به شماره شناسنامه ... صادره از مشهد در یک باب خانه به مساحت ... مترمربع پلاک ... فرعی از ... اصلی واقع در بخش ۹ مشهد خریداری از مالک رسمی محرز گردیده است. لذا به منظور اطلاع عموم مراتب در دو نوبت به فاصله ۱۵ روز آگهی می شود در صورتی که اشخاص نسبت به صدور سند مالکیت متقاضی اعتراضی داشته باشند می توانند از تاریخ انتشار اولین آگهی به مدت دو ماه اعتراض خود را به این اداره تسلیم و پس از اخذ رسید ظرف مدت یک ماه از تاریخ تسلیم اعتراض دادخواست خود را به مرجع قضایی تقدیم نمایند.: [409, 891, 579, 1013]
- legal-ads: [33, 852, 963, 1520]
- ad-code: ۰۹۶۰۷۲۷۲۹: [37, 1500, 207, 1509]
- article-text: سرانجام مغلوب بغضش می شود و در حالی که اشک از چشمانش سرازیر می شود وروی تابلوی قلمزنی اش می افتد، می گوید: آرزو دارم خانواده ام پیدا شوند. دکتر حجت می گوید: آرزوی ۹۹ درصد بچه های این جا همین است. سرش را پایین می اندازد تا کسی اشک هایش را نبیند. در چشمان بیشتر حاضران همان شوق حلقه زده است...: [258, 522, 478, 602]
- legal-ad: [33, 1090, 211, 1295]
- ad-dates: تاریخ انتشار نوبت اول: ۹۶/۴/۱۸ - تاریخ انتشار نوبت دوم: ۹۶/۵/۲: [781, 1467, 951, 1485]
- ad-signer: محمد جوانمرد - رئیس ثبت اسناد و املاک ناحیه یک مشهد: [797, 1488, 951, 1497]
- news2: [968, 527, 1168, 712]
- ad-heading: آگهی موضوع ماده ۳ قانون و ماده ۱۳ آیین نامه قانون تعیین تکلیف وضعیت ثبتی اراضی و ساختمان های فاقد سند رسمی: [595, 857, 765, 888]
- legal-ad: [591, 1090, 769, 1295]
- ad-heading: آگهی موضوع ماده ۳ قانون و ماده ۱۳ آیین نامه قانون تعیین تکلیف وضعیت ثبتی اراضی و ساختمان های فاقد سند رسمی: [37, 1095, 207, 1126]
- ad-body: برابر رای شماره ۱۳۹۶۶۰۳۰۶۰۰۱۴۳۳ مورخ ۱۳۹۶/۴/۱۸ هیات اول موضوع قانون تعیین تکلیف وضعیت ثبتی اراضی و ساختمان های فاقد سند رسمی مستقر در واحد ثبتی حوزه ثبت ملک ناحیه یک مشهد تصرفات مالکانه بلامعارض متقاضی آقای ... فرزند ... به شماره شناسنامه ... صادره از مشهد در یک باب خانه به مساحت ... مترمربع پلاک ... فرعی از ... اصلی واقع در بخش ۹ مشهد خریداری از مالک رسمی محرز گردیده است. لذا به منظور اطلاع عموم مراتب در دو نوبت به فاصله ۱۵ روز آگهی می شود در صورتی که اشخاص نسبت به صدور سند مالکیت متقاضی اعتراضی داشته باشند می توانند از تاریخ انتشار اولین آگهی به مدت دو ماه اعتراض خود را به این اداره تسلیم و پس از اخذ رسید ظرف مدت یک ماه از تاریخ تسلیم اعتراض دادخواست خود را به مرجع قضایی تقدیم نمایند.: [223, 891, 393, 1013]
- ad-signer: محمد جوانمرد - رئیس ثبت اسناد و املاک ناحیه یک مشهد: [239, 1488, 393, 1497]
- article-text: به سراغ بعدی می رویم. دیگر از دختر ها می رویم. دوست ندارد اسمی از او بیاوریم. می گوید: دوست دارم در برنامه ماه عسل آقای علیخانی فراهم شود تا در آنجا به پدر و مادرم بگویم شما در کودکی من را رها کردید و قبول دارم. اما حالا خیلی به شما نیاز دارم. حتماً شما هم وضع تان بهتر شده، نمی خواهید دنیا ام بیایید؟ به اتفاق زوج خیر، دکتر زهرا حجت و جعفر شیرازی تا که مدیریت این مجموعه را بر عهده دارند راهی بخش مراقبت های ویژه که در موسسه به آن «سرای مهر» می گویند، می شویم. زینب اولین نفری است که به سراغش می رویم. نقاشی ها و گلدوزی های بسیار زیبایش به همراه عکس های یادگاری که با عمو پورنگ گرفته، بالای تختش نصب شده است...: [720, 434, 960, 584]
- ad-dates: تاریخ انتشار نوبت اول: ۹۶/۴/۱۸ - تاریخ انتشار نوبت دوم: ۹۶/۵/۲: [223, 1467, 393, 1485]
- ad-heading: آگهی موضوع ماده ۳ قانون و ماده ۱۳ آیین نامه قانون تعیین تکلیف وضعیت ثبتی اراضی و ساختمان های فاقد سند رسمی: [781, 1308, 951, 1339]
- ad-dates: تاریخ انتشار نوبت اول: ۹۶/۴/۱۸ - تاریخ انتشار نوبت دوم: ۹۶/۵/۲: [223, 1016, 393, 1034]
- ad-signer: محمد جوانمرد - رئیس ثبت اسناد و املاک ناحیه یک مشهد: [611, 1275, 765, 1284]
- article-col-1: [720, 348, 960, 848]
- article-headline: پدر، مادر! سراغم نمی آیید؟: [524, 232, 945, 274]
- main-photo: [33, 185, 475, 395]
- legal-ad: [777, 1090, 955, 1295]
- article-text: به سراغ بعدی می رویم. دیگر از دختر ها می رویم. دوست ندارد اسمی از او بیاوریم. می گوید: دوست دارم در برنامه ماه عسل آقای علیخانی فراهم شود تا در آنجا به پدر و مادرم بگویم شما در کودکی من را رها کردید و قبول دارم. اما حالا خیلی به شما نیاز دارم. حتماً شما هم وضع تان بهتر شده، نمی خواهید دنیا ام بیایید؟ به اتفاق زوج خیر، دکتر زهرا حجت و جعفر شیرازی تا که مدیریت این مجموعه را بر عهده دارند راهی بخش مراقبت های ویژه که در موسسه به آن «سرای مهر» می گویند، می شویم. زینب اولین نفری است که به سراغش می رویم. نقاشی ها و گلدوزی های بسیار زیبایش به همراه عکس های یادگاری که با عمو پورنگ گرفته، بالای تختش نصب شده است...: [485, 579, 710, 729]
- legal-ad: [591, 1303, 769, 1518]
- ad-code: ۰۹۶۰۷۲۷۸۵: [781, 1287, 951, 1295]
- ad-dates: تاریخ انتشار نوبت اول: ۹۶/۴/۱۸ - تاریخ انتشار نوبت دوم: ۹۶/۵/۲: [781, 1016, 951, 1034]
- ad-code: ۰۹۶۰۷۲۷۸۷: [223, 1049, 393, 1058]
- ad-signer: محمد جوانمرد - رئیس ثبت اسناد و املاک ناحیه یک مشهد: [239, 1275, 393, 1284]
- section-title: جامعه: [677, 72, 757, 110]
- ad-code: ۰۹۶۰۷۲۷۹۵: [595, 1500, 765, 1509]
- ad-dates: تاریخ انتشار نوبت اول: ۹۶/۴/۱۸ - تاریخ انتشار نوبت دوم: ۹۶/۵/۲: [37, 1254, 207, 1272]
- paper-tagline: روزنامه سیاسی، اقتصادی، فرهنگی، اجتماعی خراسان رضوی: [296, 112, 561, 130]
- ad-code: ۰۹۶۰۷۲۷۸۹۴: [595, 1049, 765, 1058]
- ad-body: برابر رای شماره ۱۳۹۶۶۰۳۰۶۰۰۱۴۳۳ مورخ ۱۳۹۶/۴/۱۸ هیات اول موضوع قانون تعیین تکلیف وضعیت ثبتی اراضی و ساختمان های فاقد سند رسمی مستقر در واحد ثبتی حوزه ثبت ملک ناحیه یک مشهد تصرفات مالکانه بلامعارض متقاضی آقای ... فرزند ... به شماره شناسنامه ... صادره از مشهد در یک باب خانه به مساحت ... مترمربع پلاک ... فرعی از ... اصلی واقع در بخش ۹ مشهد خریداری از مالک رسمی محرز گردیده است. لذا به منظور اطلاع عموم مراتب در دو نوبت به فاصله ۱۵ روز آگهی می شود در صورتی که اشخاص نسبت به صدور سند مالکیت متقاضی اعتراضی داشته باشند می توانند از تاریخ انتشار اولین آگهی به مدت دو ماه اعتراض خود را به این اداره تسلیم و پس از اخذ رسید ظرف مدت یک ماه از تاریخ تسلیم اعتراض دادخواست خود را به مرجع قضایی تقدیم نمایند.: [972, 987, 1165, 1100]
- news1-kicker: با پیگیری خراسان و با موافقت اداره کل نوسازی مدارس: [969, 235, 1168, 266]
- ad-signer: محمد جوانمرد - رئیس ثبت اسناد و املاک ناحیه یک مشهد: [53, 1488, 207, 1497]
- ad-signer: محمد جوانمرد - رئیس ثبت اسناد و املاک ناحیه یک مشهد: [797, 1275, 951, 1284]
